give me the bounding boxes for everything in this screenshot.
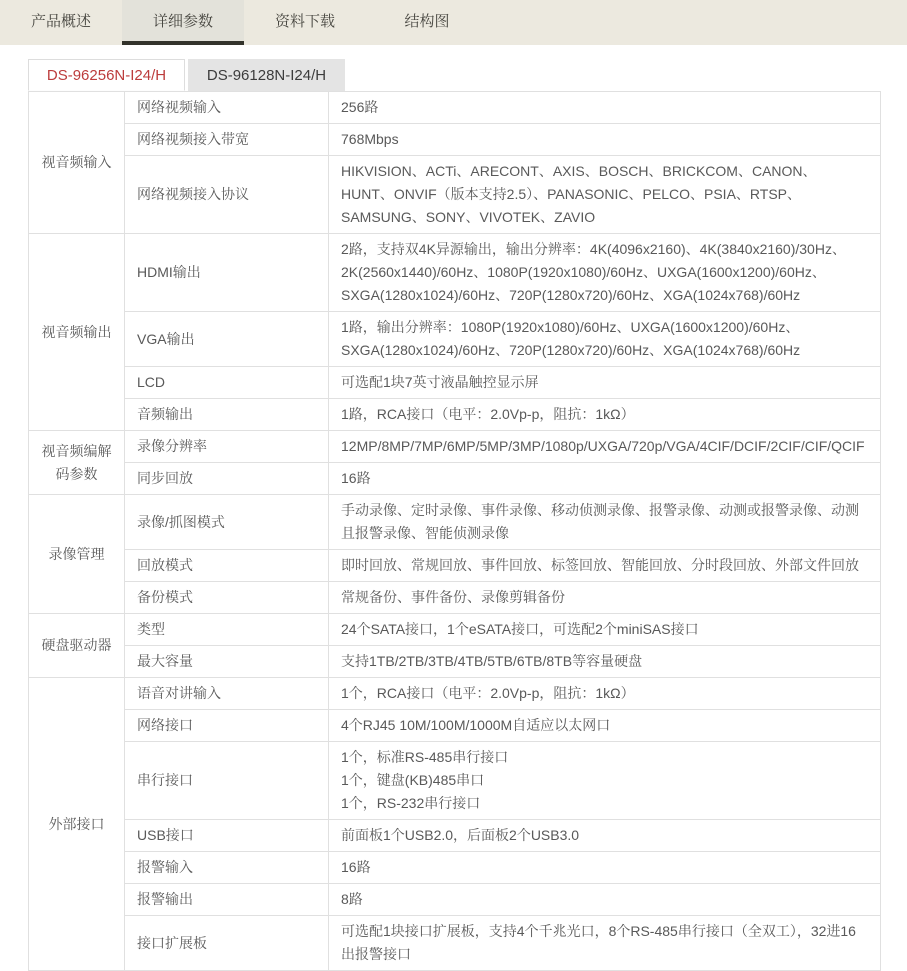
spec-row [29, 582, 881, 614]
spec-name-cell: 报警输出 [125, 884, 329, 916]
spec-value-cell: 8路 [329, 884, 881, 916]
spec-group-cell: 视音频输入 [29, 92, 125, 234]
spec-row [29, 156, 881, 234]
spec-name-cell: 网络视频输入 [125, 92, 329, 124]
spec-value-cell: 前面板1个USB2.0，后面板2个USB3.0 [329, 820, 881, 852]
model-tab-ds-96256n[interactable]: DS-96256N-I24/H [28, 59, 185, 91]
spec-row [29, 312, 881, 367]
spec-row [29, 550, 881, 582]
spec-value-cell: 1路，输出分辨率：1080P(1920x1080)/60Hz、UXGA(1600x1200)/60Hz、SXGA(1280x1024)/60Hz、720P(1280x720)/60Hz、XGA(1024x768)/60Hz [329, 312, 881, 367]
spec-group-cell: 录像管理 [29, 495, 125, 614]
spec-value-cell: 12MP/8MP/7MP/6MP/5MP/3MP/1080p/UXGA/720p/VGA/4CIF/DCIF/2CIF/CIF/QCIF [329, 431, 881, 463]
spec-name-cell: 网络视频接入带宽 [125, 124, 329, 156]
spec-name-cell: 语音对讲输入 [125, 678, 329, 710]
spec-row [29, 463, 881, 495]
spec-value-line: 1个，键盘(KB)485串口 [341, 772, 485, 788]
spec-row [29, 742, 881, 820]
spec-value-cell: 16路 [329, 463, 881, 495]
spec-row [29, 234, 881, 312]
spec-name-cell: 类型 [125, 614, 329, 646]
spec-value-cell: 4个RJ45 10M/100M/1000M自适应以太网口 [329, 710, 881, 742]
spec-row [29, 124, 881, 156]
spec-value-cell: 支持1TB/2TB/3TB/4TB/5TB/6TB/8TB等容量硬盘 [329, 646, 881, 678]
spec-value-cell: 1路，RCA接口（电平：2.0Vp-p，阻抗：1kΩ） [329, 399, 881, 431]
spec-name-cell: LCD [125, 367, 329, 399]
model-tab-bar [28, 59, 907, 91]
spec-name-cell: 最大容量 [125, 646, 329, 678]
spec-row [29, 431, 881, 463]
spec-name-cell: HDMI输出 [125, 234, 329, 312]
spec-name-cell: 网络接口 [125, 710, 329, 742]
spec-name-cell: 回放模式 [125, 550, 329, 582]
spec-row [29, 614, 881, 646]
spec-group-cell: 硬盘驱动器 [29, 614, 125, 678]
spec-group-cell: 视音频输出 [29, 234, 125, 431]
spec-row [29, 92, 881, 124]
spec-row [29, 820, 881, 852]
spec-name-cell: 备份模式 [125, 582, 329, 614]
spec-value-cell: 2路，支持双4K异源输出，输出分辨率：4K(4096x2160)、4K(3840x2160)/30Hz、2K(2560x1440)/60Hz、1080P(1920x1080)/60Hz、UXGA(1600x1200)/60Hz、SXGA(1280x1024)/60Hz、720P(1280x720)/60Hz、XGA(1024x768)/60Hz [329, 234, 881, 312]
spec-row [29, 710, 881, 742]
spec-row [29, 678, 881, 710]
spec-row [29, 399, 881, 431]
tab-structure-diagram[interactable]: 结构图 [404, 13, 450, 30]
spec-value-cell: 即时回放、常规回放、事件回放、标签回放、智能回放、分时段回放、外部文件回放 [329, 550, 881, 582]
spec-name-cell: 网络视频接入协议 [125, 156, 329, 234]
spec-value-cell: 24个SATA接口，1个eSATA接口，可选配2个miniSAS接口 [329, 614, 881, 646]
spec-row [29, 646, 881, 678]
spec-name-cell: VGA输出 [125, 312, 329, 367]
spec-value-cell: 768Mbps [329, 124, 881, 156]
spec-value-line: 1个，标准RS-485串行接口 [341, 749, 509, 765]
model-tab-ds-96128n[interactable]: DS-96128N-I24/H [188, 59, 345, 91]
tab-downloads[interactable]: 资料下载 [274, 13, 335, 30]
top-tab-bar [0, 0, 907, 45]
spec-row [29, 916, 881, 971]
spec-name-cell: 录像分辨率 [125, 431, 329, 463]
tab-product-overview[interactable]: 产品概述 [30, 13, 91, 30]
spec-name-cell: 同步回放 [125, 463, 329, 495]
spec-row [29, 367, 881, 399]
spec-group-cell: 视音频编解码参数 [29, 431, 125, 495]
spec-row [29, 852, 881, 884]
spec-group-cell: 外部接口 [29, 678, 125, 971]
spec-value-line: 1个，RS-232串行接口 [341, 795, 481, 811]
spec-value-cell: 16路 [329, 852, 881, 884]
spec-name-cell: 录像/抓图模式 [125, 495, 329, 550]
spec-name-cell: 音频输出 [125, 399, 329, 431]
spec-value-cell: 256路 [329, 92, 881, 124]
spec-value-cell: 可选配1块接口扩展板，支持4个千兆光口，8个RS-485串行接口（全双工），32进16出报警接口 [329, 916, 881, 971]
tab-detailed-parameters[interactable]: 详细参数 [122, 0, 244, 45]
spec-value-cell: 可选配1块7英寸液晶触控显示屏 [329, 367, 881, 399]
spec-value-cell: 常规备份、事件备份、录像剪辑备份 [329, 582, 881, 614]
spec-name-cell: USB接口 [125, 820, 329, 852]
spec-row [29, 884, 881, 916]
spec-value-cell: HIKVISION、ACTi、ARECONT、AXIS、BOSCH、BRICKCOM、CANON、HUNT、ONVIF（版本支持2.5）、PANASONIC、PELCO、PSIA、RTSP、SAMSUNG、SONY、VIVOTEK、ZAVIO [329, 156, 881, 234]
spec-value-cell: 1个，RCA接口（电平：2.0Vp-p，阻抗：1kΩ） [329, 678, 881, 710]
spec-table [28, 91, 881, 971]
spec-name-cell: 报警输入 [125, 852, 329, 884]
spec-name-cell: 接口扩展板 [125, 916, 329, 971]
spec-value-cell [329, 742, 881, 820]
spec-value-cell: 手动录像、定时录像、事件录像、移动侦测录像、报警录像、动测或报警录像、动测且报警录像、智能侦测录像 [329, 495, 881, 550]
spec-name-cell: 串行接口 [125, 742, 329, 820]
spec-row [29, 495, 881, 550]
